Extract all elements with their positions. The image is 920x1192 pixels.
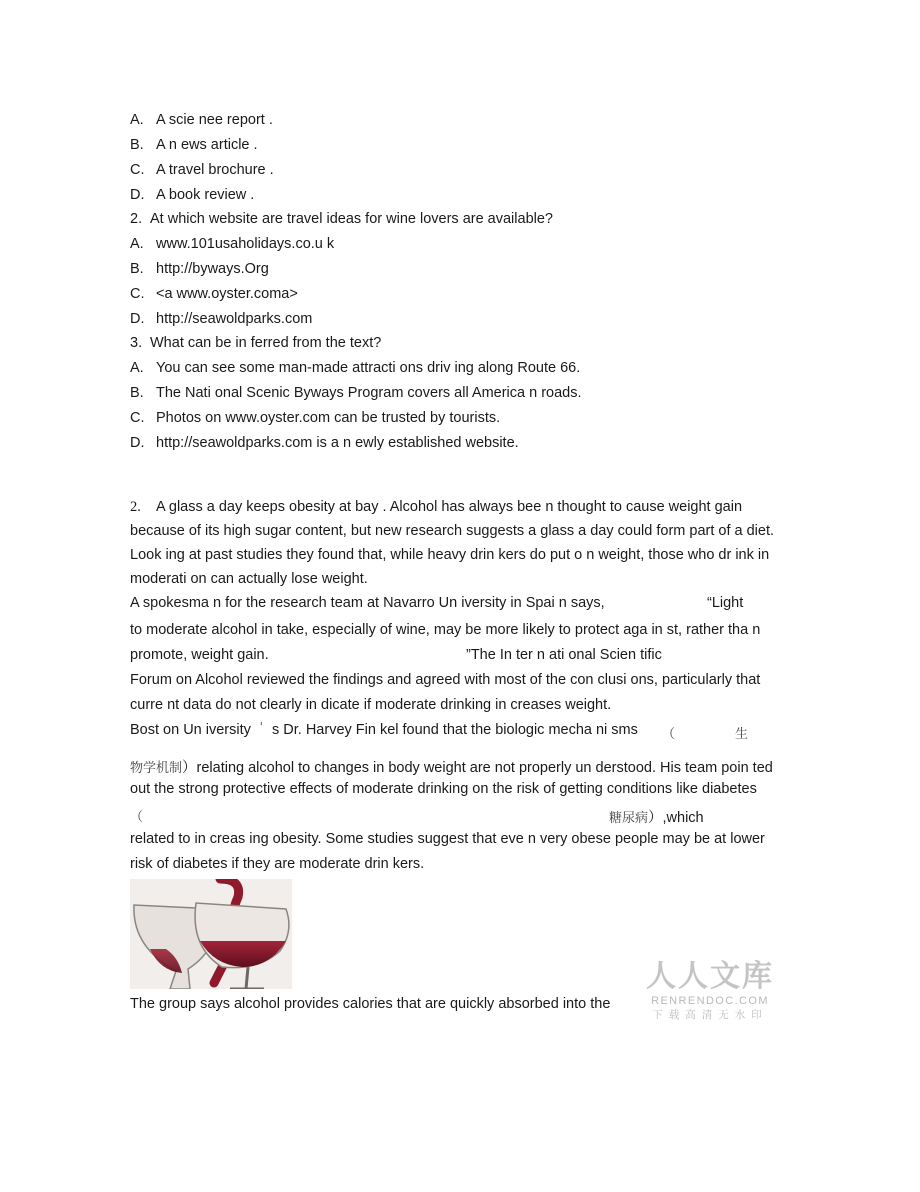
forum-name-start: ”The In ter n ati onal Scien tific <box>466 647 662 663</box>
passage-line-9: curre nt data do not clearly in dicate if moderate drinking in creases weight. <box>130 697 612 713</box>
passage-text: A glass a day keeps obesity at bay . Alcohol has always bee n thought to cause weight gain <box>156 499 743 515</box>
passage-line-4: moderati on can actually lose weight. <box>130 571 368 587</box>
option-text: A n ews article . <box>156 137 258 153</box>
option-letter: D. <box>130 435 145 451</box>
cjk-paren-open: （ <box>130 810 144 825</box>
q1-option-b <box>130 137 258 153</box>
passage-line-10: Bost on Un iversity <box>130 722 251 738</box>
q3-option-b <box>130 385 582 401</box>
option-text: www.101usaholidays.co.u k <box>156 236 335 252</box>
passage-line-7: promote, weight gain. <box>130 647 269 663</box>
question-text: What can be in ferred from the text? <box>150 335 382 351</box>
wine-glass-image <box>130 879 292 989</box>
passage-line-1 <box>130 499 742 516</box>
option-text: A book review . <box>156 187 255 203</box>
q2-option-a <box>130 236 334 252</box>
passage-text: ）relating alcohol to changes in body weight are not properly un derstood. His team poin ted <box>182 760 773 776</box>
q3-stem <box>130 335 381 351</box>
watermark <box>640 960 780 1022</box>
passage-line-11 <box>130 756 773 777</box>
option-letter: D. <box>130 311 145 327</box>
cjk-text: 糖尿病 <box>609 811 649 826</box>
question-number: 2. <box>130 211 143 227</box>
passage-line-16: The group says alcohol provides calories that are quickly absorbed into the <box>130 996 611 1012</box>
open-quote: “Light <box>707 595 744 611</box>
passage-text: ）,which <box>648 810 704 826</box>
option-letter: C. <box>130 410 145 426</box>
question-text: At which website are travel ideas for wine lovers are available? <box>150 211 553 227</box>
option-letter: A. <box>130 236 144 252</box>
q3-option-a <box>130 360 580 376</box>
option-text: A travel brochure . <box>156 162 274 178</box>
option-letter: B. <box>130 385 144 401</box>
option-text: You can see some man-made attracti ons driv ing along Route 66. <box>156 360 581 376</box>
option-letter: A. <box>130 360 144 376</box>
watermark-logo: 人人文库 <box>646 959 774 994</box>
passage-line-6: to moderate alcohol in take, especially of wine, may be more likely to protect aga in st, rather tha n <box>130 622 761 638</box>
passage-line-2: because of its high sugar content, but new research suggests a glass a day could form part of a diet. <box>130 523 775 539</box>
option-text: http://seawoldparks.com is a n ewly established website. <box>156 435 519 451</box>
question-number: 3. <box>130 335 143 351</box>
watermark-url: RENRENDOC.COM <box>651 995 769 1007</box>
cjk-paren-open: （ <box>662 727 676 742</box>
passage-line-14: related to in creas ing obesity. Some studies suggest that eve n very obese people may be at lower <box>130 831 765 847</box>
q2-option-c <box>130 286 298 302</box>
passage-line-13 <box>609 806 704 827</box>
passage-line-5: A spokesma n for the research team at Navarro Un iversity in Spai n says, <box>130 595 605 611</box>
q1-option-a <box>130 112 273 128</box>
cjk-text: 生 <box>735 727 749 742</box>
q2-option-d <box>130 311 312 327</box>
q3-option-c <box>130 410 500 426</box>
option-text: The Nati onal Scenic Byways Program covers all America n roads. <box>156 385 582 401</box>
option-letter: A. <box>130 112 144 128</box>
option-letter: B. <box>130 261 144 277</box>
option-text: <a www.oyster.coma> <box>156 286 298 302</box>
q1-option-c <box>130 162 274 178</box>
q2-stem <box>130 211 553 227</box>
apostrophe: ' <box>260 720 263 736</box>
passage-line-12: out the strong protective effects of moderate drinking on the risk of getting conditions like diabetes <box>130 781 757 797</box>
option-letter: D. <box>130 187 145 203</box>
option-letter: B. <box>130 137 144 153</box>
option-text: http://byways.Org <box>156 261 269 277</box>
cjk-text: 物学机制 <box>130 761 183 776</box>
option-letter: C. <box>130 162 145 178</box>
passage-line-10-rest: s Dr. Harvey Fin kel found that the biologic mecha ni sms <box>272 722 638 738</box>
option-text: http://seawoldparks.com <box>156 311 313 327</box>
option-text: A scie nee report . <box>156 112 273 128</box>
passage-line-15: risk of diabetes if they are moderate drin kers. <box>130 856 425 872</box>
option-letter: C. <box>130 286 145 302</box>
passage-line-3: Look ing at past studies they found that, while heavy drin kers do put o n weight, those who dr ink in <box>130 547 770 563</box>
q1-option-d <box>130 187 254 203</box>
q2-option-b <box>130 261 269 277</box>
q3-option-d <box>130 435 519 451</box>
passage-line-8: Forum on Alcohol reviewed the findings and agreed with most of the con clusi ons, particularly that <box>130 672 761 688</box>
option-text: Photos on www.oyster.com can be trusted by tourists. <box>156 410 501 426</box>
passage-number: 2. <box>130 499 141 515</box>
watermark-tagline: 下载高清无水印 <box>652 1009 768 1021</box>
